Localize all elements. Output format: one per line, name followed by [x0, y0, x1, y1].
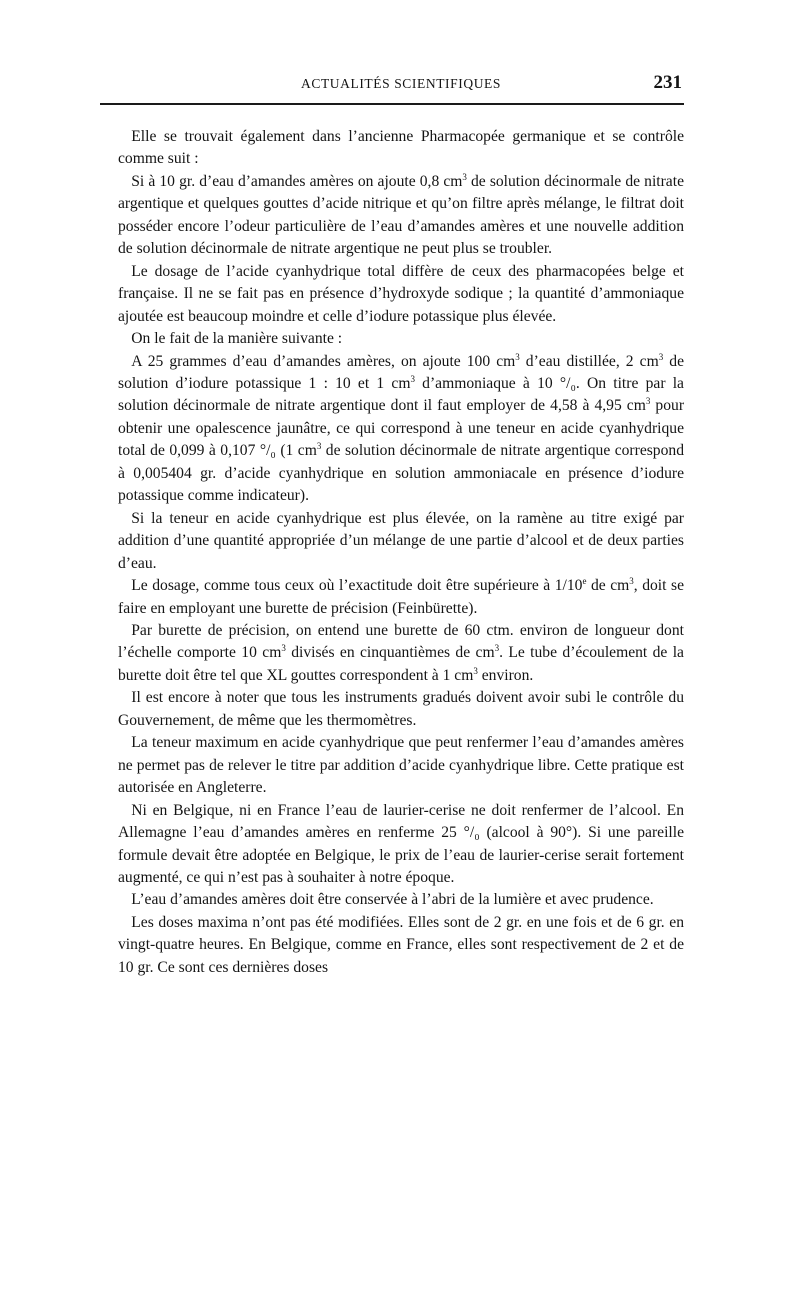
paragraph	[118, 620, 684, 687]
paragraph	[118, 889, 684, 911]
paragraph	[118, 171, 684, 261]
text-run: divisés en cinquantièmes de cm	[285, 644, 495, 662]
text-run: Ni en Belgique, ni en France l’eau de laurier-cerise ne doit renfermer de l’alcool. En Allemagne l’eau d’amandes amères en renferme 25 °/₀ (alcool à 90°). Si une pareille formule devait être adoptée en Belgique, le prix de l’eau de laurier-cerise serait fortement augmenté, ce qui n’est pas à souhaiter à notre époque.	[118, 801, 684, 886]
text-run: A 25 grammes d’eau d’amandes amères, on ajoute 100 cm	[131, 352, 516, 370]
text-run: Le dosage de l’acide cyanhydrique total diffère de ceux des pharmacopées belge et française. Il ne se fait pas en présence d’hydroxyde sodique ; la quantité d’ammoniaque ajoutée est beaucoup moindre et celle d’iodure potassique plus élevée.	[118, 262, 684, 325]
superscript: 3	[645, 396, 651, 407]
superscript: 3	[473, 665, 478, 676]
text-run: de solution d’iodure potassique 1 : 10 et 1 cm	[118, 352, 684, 392]
text-run: Le dosage, comme tous ceux où l’exactitude doit être supérieure à 1/10	[131, 577, 583, 595]
paragraph	[118, 508, 684, 575]
paragraph	[118, 351, 684, 508]
text-run: d’eau distillée, 2 cm	[519, 352, 659, 370]
text-run: Il est encore à noter que tous les instruments gradués doivent avoir subi le contrôle du Gouvernement, de même que les thermomètres.	[118, 689, 684, 729]
paragraph	[118, 800, 684, 890]
text-run: . Le tube d’écoulement de la burette doit être tel que XL gouttes correspondent à 1 cm	[118, 644, 684, 684]
paragraph	[118, 126, 684, 171]
text-run: de cm	[586, 577, 630, 595]
header-rule	[100, 103, 684, 105]
text-run: environ.	[477, 666, 534, 684]
text-run: de solution décinormale de nitrate argentique et quelques gouttes d’acide nitrique et qu’on filtre après mélange, le filtrat doit posséder encore l’odeur particulière de l’eau d’amandes amères et une nouvelle addition de solution décinormale de nitrate argentique ne peut plus se troubler.	[118, 172, 684, 258]
superscript: 3	[629, 576, 634, 587]
text-run: , doit se faire en employant une burette de précision (Feinbürette).	[118, 577, 684, 617]
superscript: 3	[316, 441, 322, 452]
running-title: ACTUALITÉS SCIENTIFIQUES	[300, 76, 502, 91]
paragraph	[118, 328, 684, 350]
superscript: 3	[410, 373, 415, 384]
text-run: Si à 10 gr. d’eau d’amandes amères on ajoute 0,8 cm	[131, 172, 463, 190]
paragraph	[118, 912, 684, 979]
page-header	[118, 72, 684, 96]
paragraph	[118, 687, 684, 732]
text-run: de solution décinormale de nitrate argentique correspond à 0,005404 gr. d’acide cyanhydrique en solution ammoniacale en présence d’iodure potassique comme indicateur).	[118, 442, 684, 505]
text-run: Par burette de précision, on entend une burette de 60 ctm. environ de longueur dont l’échelle comporte 10 cm	[118, 621, 684, 662]
superscript: e	[582, 576, 587, 587]
text-run: Si la teneur en acide cyanhydrique est plus élevée, on la ramène au titre exigé par addition d’une quantité appropriée d’un mélange de une partie d’alcool et de deux parties d’eau.	[118, 509, 684, 572]
superscript: 3	[462, 171, 467, 182]
superscript: 3	[658, 351, 664, 362]
paragraph	[118, 261, 684, 328]
body-text	[118, 126, 684, 979]
text-run: d’ammoniaque à 10 °/₀. On titre par la solution décinormale de nitrate argentique dont il faut employer de 4,58 à 4,95 cm	[118, 374, 684, 415]
paragraph	[118, 575, 684, 620]
paragraph	[118, 732, 684, 799]
superscript: 3	[515, 351, 520, 362]
text-run: L’eau d’amandes amères doit être conservée à l’abri de la lumière et avec prudence.	[131, 891, 654, 909]
superscript: 3	[281, 643, 286, 654]
text-run: Elle se trouvait également dans l’ancienne Pharmacopée germanique et se contrôle comme suit :	[118, 128, 684, 168]
text-run: On le fait de la manière suivante :	[131, 330, 343, 348]
text-run: Les doses maxima n’ont pas été modifiées. Elles sont de 2 gr. en une fois et de 6 gr. en vingt-quatre heures. En Belgique, comme en France, elles sont respectivement de 2 et de 10 gr. Ce sont ces dernières doses	[118, 913, 684, 976]
text-run: pour obtenir une opalescence jaunâtre, ce qui correspond à une teneur en acide cyanhydrique total de 0,099 à 0,107 °/₀ (1 cm	[118, 397, 685, 460]
page-number: 231	[653, 72, 682, 93]
text-run: La teneur maximum en acide cyanhydrique que peut renfermer l’eau d’amandes amères ne permet pas de relever le titre par addition d’acide cyanhydrique libre. Cette pratique est autorisée en Angleterre.	[118, 734, 684, 797]
superscript: 3	[494, 643, 500, 654]
